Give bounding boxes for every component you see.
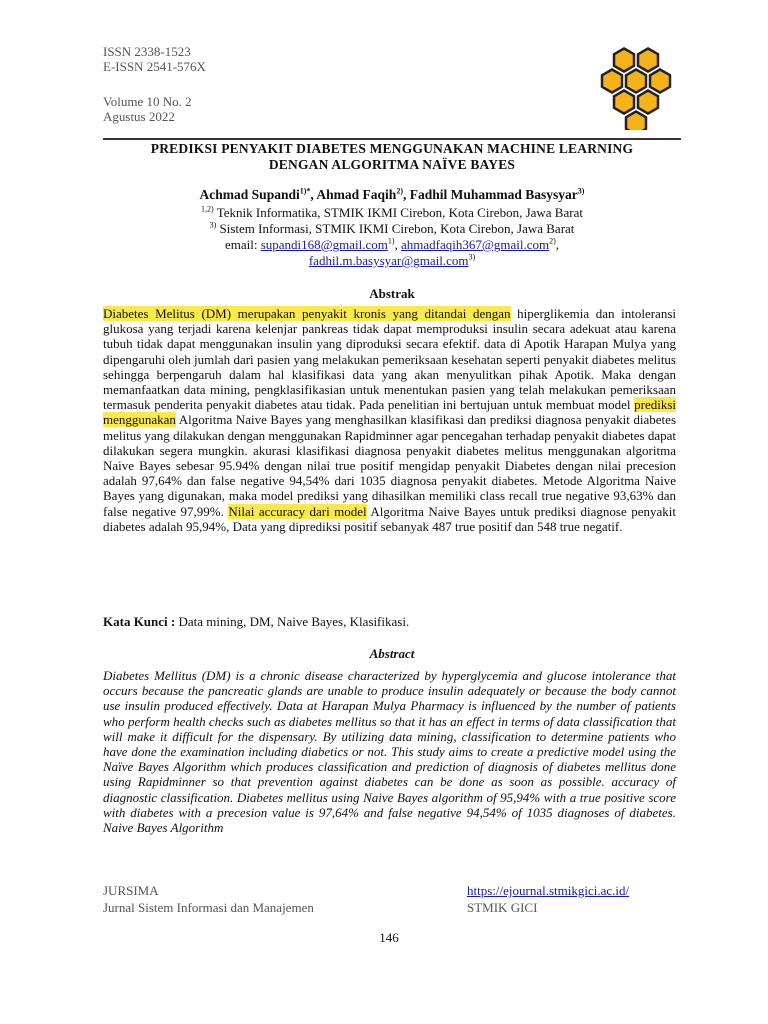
journal-url-link[interactable]: https://ejournal.stmikgici.ac.id/ bbox=[467, 883, 630, 898]
highlight-3: Nilai accuracy dari model bbox=[228, 503, 367, 519]
abstrak-paragraph bbox=[103, 306, 676, 534]
author-2: Ahmad Faqih bbox=[316, 187, 397, 202]
author-3-sup: 3) bbox=[577, 186, 585, 196]
logo-hexagon bbox=[638, 91, 658, 114]
abstrak-text-3: Algoritma Naive Bayes untuk prediksi diagnose penyakit diabetes adalah 95,94%, Data yang diprediksi positif sebanyak 487 true positif dan 548 true negatif. bbox=[103, 503, 676, 534]
issn: ISSN 2338-1523 bbox=[103, 44, 191, 59]
author-block bbox=[103, 187, 681, 269]
logo-hexagon bbox=[626, 70, 646, 93]
volume-block bbox=[103, 94, 192, 124]
journal-full-name: Jurnal Sistem Informasi dan Manajemen bbox=[103, 900, 314, 915]
highlight-1: Diabetes Melitus (DM) merupakan penyakit kronis yang ditandai dengan bbox=[103, 306, 511, 321]
footer-publisher bbox=[467, 882, 629, 916]
page-number: 146 bbox=[379, 930, 399, 945]
email-link-3[interactable]: fadhil.m.basysyar@gmail.com bbox=[308, 253, 469, 268]
journal-name: JURSIMA bbox=[103, 883, 159, 898]
email-1-sup: 1) bbox=[387, 236, 395, 246]
email-3-sup: 3) bbox=[468, 252, 476, 262]
email-separator: , bbox=[394, 237, 402, 252]
affiliation-1-sup: 1,2) bbox=[201, 204, 214, 214]
logo-hexagon bbox=[638, 49, 658, 72]
eissn: E-ISSN 2541-576X bbox=[103, 59, 206, 74]
email-link-1[interactable]: supandi168@gmail.com bbox=[260, 237, 388, 252]
abstract-heading: Abstract bbox=[369, 646, 415, 661]
logo-hexagon bbox=[614, 91, 634, 114]
affiliation-2 bbox=[103, 221, 681, 237]
institution-name: STMIK GICI bbox=[467, 900, 538, 915]
keywords-text: Data mining, DM, Naive Bayes, Klasifikasi. bbox=[175, 614, 410, 629]
logo-hexagon bbox=[614, 49, 634, 72]
paper-title bbox=[103, 141, 681, 173]
email-link-2[interactable]: ahmadfaqih367@gmail.com bbox=[401, 237, 550, 252]
email-line-2 bbox=[103, 253, 681, 269]
keywords-label: Kata Kunci : bbox=[103, 614, 176, 629]
logo-hexagon bbox=[650, 70, 670, 93]
author-separator: , bbox=[310, 187, 317, 202]
abstrak-heading: Abstrak bbox=[369, 286, 415, 301]
affiliation-2-text: Sistem Informasi, STMIK IKMI Cirebon, Kota Cirebon, Jawa Barat bbox=[216, 221, 575, 236]
author-1: Achmad Supandi bbox=[199, 187, 300, 202]
footer-journal bbox=[103, 882, 314, 916]
highlight-2: prediksi menggunakan bbox=[103, 397, 676, 428]
logo-hexagon bbox=[602, 70, 622, 93]
logo-hexagon bbox=[626, 112, 646, 131]
title-line-1: PREDIKSI PENYAKIT DIABETES MENGGUNAKAN MACHINE LEARNING bbox=[150, 141, 634, 156]
author-separator: , bbox=[402, 187, 410, 202]
email-2-sup: 2) bbox=[549, 236, 556, 246]
email-line bbox=[103, 237, 681, 253]
abstrak-text-2: Algoritma Naive Bayes yang menghasilkan klasifikasi dan prediksi diagnosa penyakit diabetes melitus yang dilakukan dengan menggunakan Rapidminner agar pencegahan terhadap penyakit diabetes dapat dilakukan segera mungkin. akurasi klasifikasi diagnosa penyakit diabetes melitus menggunakan algoritma Naive Bayes sebesar 95.94% dengan nilai true positif mengidap penyakit Diabetes dengan nilai precesion adalah 97,64% dan false negative 94,54% dari 1035 diagnosa penyakit diabetes. Metode Algoritma Naive Bayes yang digunakan, maka model prediksi yang dihasilkan memiliki class recall true negative 93,63% dan false negative 97,99%. bbox=[103, 412, 676, 519]
keywords bbox=[103, 614, 409, 630]
title-line-2: DENGAN ALGORITMA NAÏVE BAYES bbox=[268, 157, 516, 172]
abstrak-text-1: hiperglikemia dan intoleransi glukosa yang terjadi karena kelenjar pankreas tidak dapat memproduksi insulin secara adekuat atau karena tubuh tidak dapat menggunakan insulin yang diproduksi secara efektif. data di Apotik Harapan Mulya yang dipengaruhi oleh jumlah dari pasien yang melakukan pemeriksaan kesehatan seperti penyakit diabetes melitus sehingga berpengaruh dalam hal klasifikasi data yang akan menyulitkan pihak Apotik. Maka dengan memanfaatkan data mining, pengklasifikasian untuk menentukan pasien yang telah melakukan pemeriksaan termasuk penderita penyakit diabetes atau tidak. Pada penelitian ini bertujuan untuk membuat model bbox=[103, 306, 676, 413]
author-2-sup: 2) bbox=[396, 186, 403, 196]
volume: Volume 10 No. 2 bbox=[103, 94, 192, 109]
author-1-sup: 1)* bbox=[299, 186, 311, 196]
abstract-paragraph: Diabetes Mellitus (DM) is a chronic disease characterized by hyperglycemia and glucose intolerance that occurs because the pancreatic glands are unable to produce insulin adequately or because the body cannot use insulin produced effectively. Data at Harapan Mulya Pharmacy is influenced by the number of patients who perform health checks such as diabetes mellitus so that it has an effect in terms of data classification that will make it difficult for the dispensary. By utilizing data mining, classification to determine patients who have done the examination including diabetics or not. This study aims to create a predictive model using the Naïve Bayes Algorithm which produces classification and prediction of diagnosis of diabetes mellitus done using Rapidminner so that prevention against diabetes can be done as soon as possible. accuracy of diagnostic classification. Diabetes mellitus using Naive Bayes algorithm of 95,94% with a true positive score with diabetes with a precesion value is 97,64% and false negative 94,54% of 1035 diagnoses of diabetes. Naive Bayes Algorithm bbox=[103, 668, 676, 836]
hexagon-honeycomb-logo-icon bbox=[594, 46, 686, 130]
email-label: email: bbox=[224, 237, 261, 252]
author-list bbox=[103, 187, 681, 203]
affiliation-1 bbox=[103, 205, 681, 221]
email-separator: , bbox=[555, 237, 560, 252]
affiliation-1-text: Teknik Informatika, STMIK IKMI Cirebon, Kota Cirebon, Jawa Barat bbox=[213, 205, 583, 220]
affiliation-2-sup: 3) bbox=[209, 220, 217, 230]
issue-date: Agustus 2022 bbox=[103, 109, 175, 124]
author-3: Fadhil Muhammad Basysyar bbox=[409, 187, 578, 202]
header-rule bbox=[103, 138, 681, 140]
issn-block bbox=[103, 44, 206, 74]
